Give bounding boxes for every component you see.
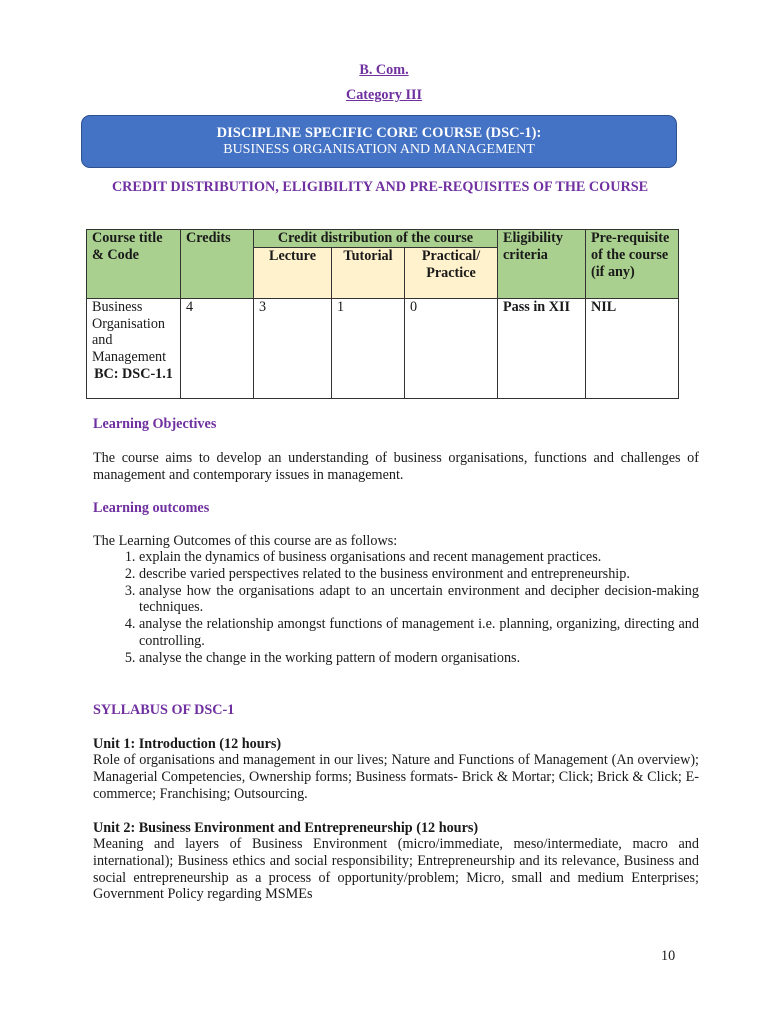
list-item: 5. analyse the change in the working pattern of modern organisations. bbox=[139, 650, 699, 667]
unit1-text: Role of organisations and management in our lives; Nature and Functions of Management (An overview); Managerial Competencies, Ownership forms; Business formats- Brick & Mortar; Click; Brick & Click; E-commerce; Franchising; Outsourcing. bbox=[93, 752, 699, 802]
syllabus-title: SYLLABUS OF DSC-1 bbox=[93, 702, 235, 718]
program-heading: B. Com. bbox=[359, 62, 409, 78]
cell-course-title bbox=[87, 298, 181, 398]
list-item: 1. explain the dynamics of business organisations and recent management practices. bbox=[139, 549, 699, 566]
cell-tutorial: 1 bbox=[332, 298, 405, 398]
course-title-text: Business Organisation and Management bbox=[92, 298, 167, 366]
header-eligibility: Eligibility criteria bbox=[498, 230, 586, 299]
learning-outcomes-list bbox=[93, 549, 699, 667]
unit2-title: Unit 2: Business Environment and Entrepreneurship (12 hours) bbox=[93, 820, 479, 836]
cell-lecture: 3 bbox=[254, 298, 332, 398]
learning-outcomes-intro: The Learning Outcomes of this course are as follows: bbox=[93, 533, 398, 549]
course-code: BC: DSC-1.1 bbox=[94, 365, 173, 382]
table-row bbox=[87, 298, 679, 398]
list-item: 2. describe varied perspectives related to the business environment and entrepreneurship. bbox=[139, 566, 699, 583]
header-credits: Credits bbox=[181, 230, 254, 299]
unit1-title: Unit 1: Introduction (12 hours) bbox=[93, 736, 282, 752]
course-banner bbox=[81, 115, 677, 168]
header-course-title: Course title & Code bbox=[87, 230, 181, 299]
learning-objectives-text: The course aims to develop an understanding of business organisations, functions and challenges of management and contemporary issues in management. bbox=[93, 450, 699, 483]
unit2-text: Meaning and layers of Business Environment (micro/immediate, meso/intermediate, macro and international); Business ethics and social responsibility; Entrepreneurship and its relevance, Business and social entrepreneurship as a process of opportunity/problem; Micro, small and medium Enterprises; Government Policy regarding MSMEs bbox=[93, 836, 699, 903]
category-heading: Category III bbox=[345, 87, 423, 103]
header-credit-distribution: Credit distribution of the course bbox=[254, 230, 498, 248]
cell-prerequisite: NIL bbox=[586, 298, 679, 398]
header-tutorial: Tutorial bbox=[332, 247, 405, 298]
credit-table bbox=[86, 229, 679, 399]
learning-outcomes-title: Learning outcomes bbox=[93, 500, 210, 516]
cell-eligibility: Pass in XII bbox=[498, 298, 586, 398]
banner-course-name: BUSINESS ORGANISATION AND MANAGEMENT bbox=[223, 142, 535, 157]
learning-objectives-title: Learning Objectives bbox=[93, 416, 217, 432]
banner-course-type: DISCIPLINE SPECIFIC CORE COURSE (DSC-1): bbox=[216, 125, 542, 141]
cell-practical: 0 bbox=[405, 298, 498, 398]
list-item: 3. analyse how the organisations adapt to an uncertain environment and decipher decision-making techniques. bbox=[139, 583, 699, 617]
list-item: 4. analyse the relationship amongst functions of management i.e. planning, organizing, directing and controlling. bbox=[139, 616, 699, 650]
page-number: 10 bbox=[661, 948, 676, 964]
header-practical: Practical/ Practice bbox=[405, 247, 498, 298]
credit-distribution-heading: CREDIT DISTRIBUTION, ELIGIBILITY AND PRE-REQUISITES OF THE COURSE bbox=[111, 179, 649, 195]
header-prerequisite: Pre-requisite of the course (if any) bbox=[586, 230, 679, 299]
cell-credits: 4 bbox=[181, 298, 254, 398]
header-lecture: Lecture bbox=[254, 247, 332, 298]
